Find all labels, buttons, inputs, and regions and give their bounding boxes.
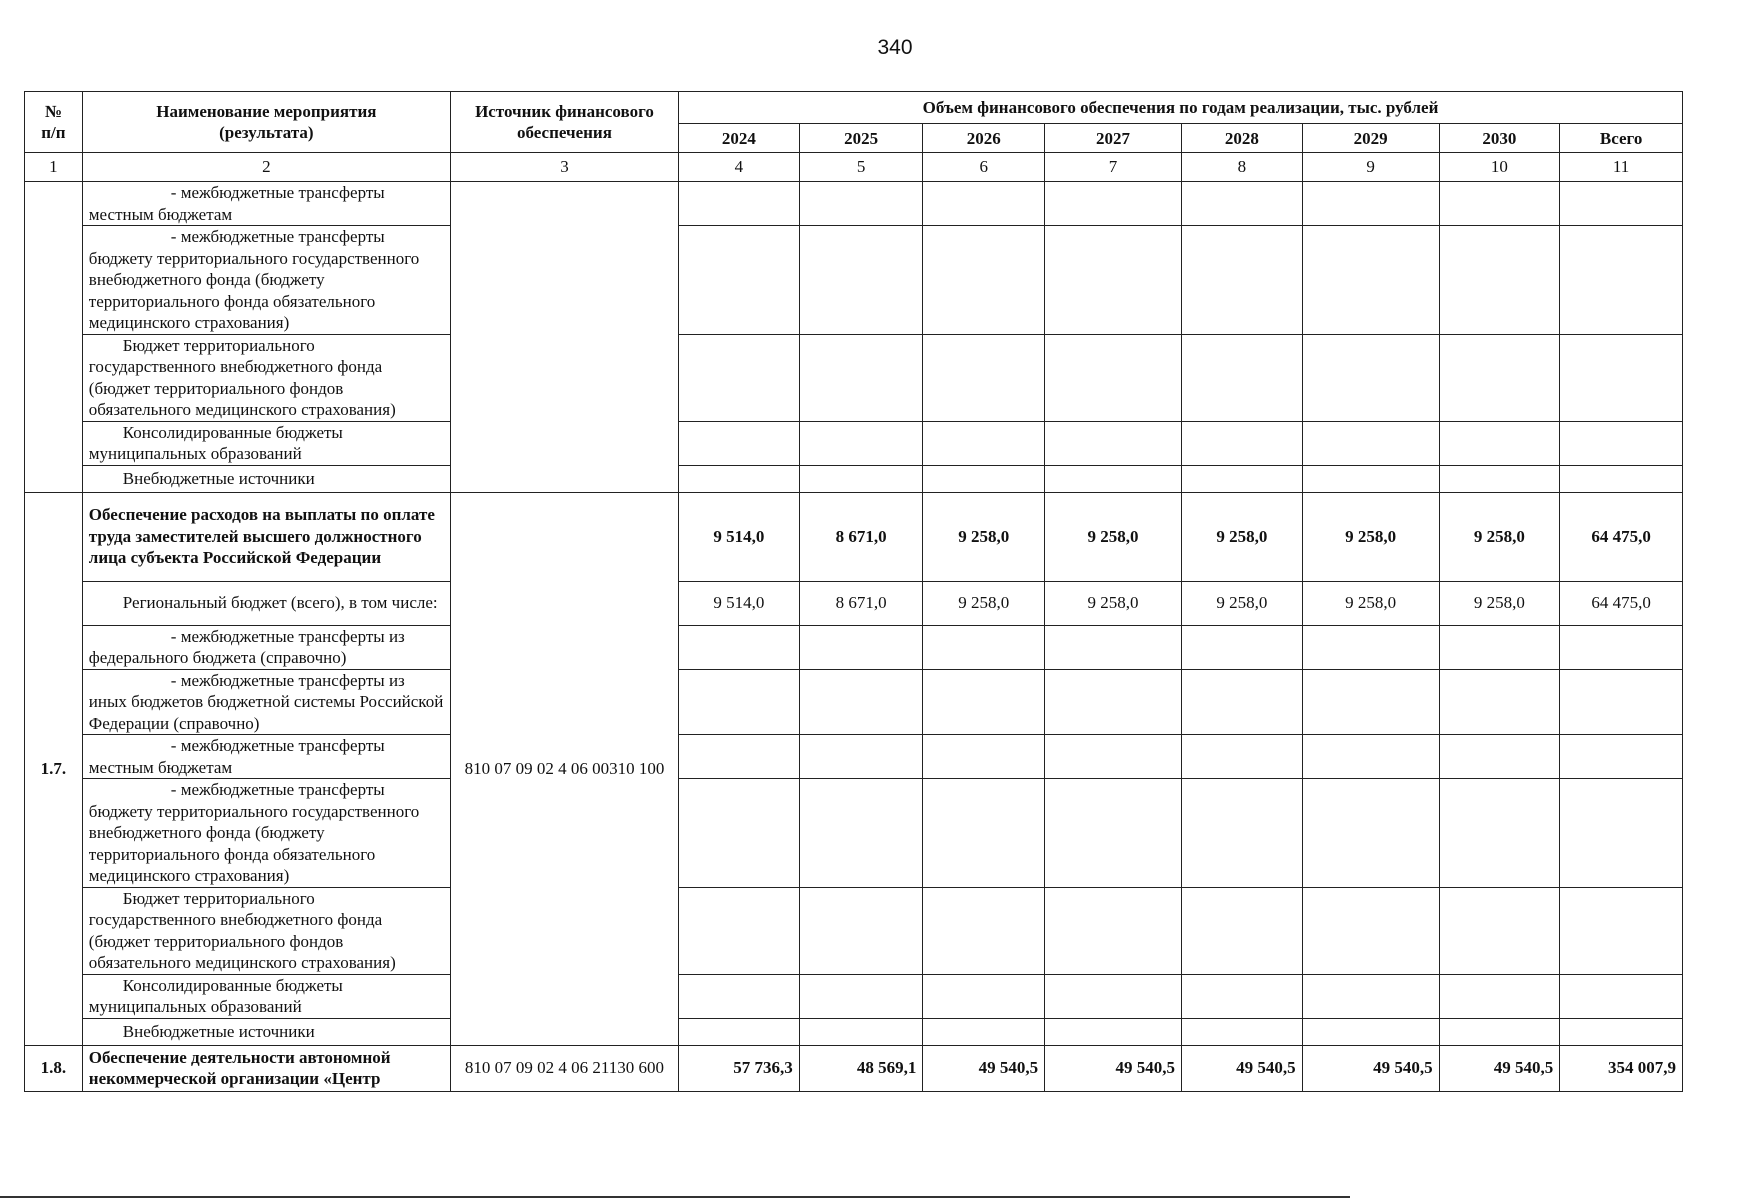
index-cell: 1 [25, 153, 83, 182]
index-cell: 3 [450, 153, 678, 182]
financing-table [24, 91, 1683, 1092]
header-name: Наименование мероприятия (результата) [82, 92, 450, 153]
total-cell: 64 475,0 [1560, 581, 1683, 625]
value-cell: 49 540,5 [1045, 1045, 1182, 1091]
row-label: - межбюджетные трансферты местным бюджетам [82, 735, 450, 779]
index-cell: 10 [1439, 153, 1560, 182]
index-cell: 7 [1045, 153, 1182, 182]
table-row [25, 581, 1683, 625]
header-year: 2029 [1302, 124, 1439, 153]
value-cell: 9 258,0 [1045, 581, 1182, 625]
index-cell: 4 [679, 153, 800, 182]
value-cell: 9 514,0 [679, 581, 800, 625]
total-cell: 64 475,0 [1560, 492, 1683, 581]
item-number: 1.8. [25, 1045, 83, 1091]
row-label: - межбюджетные трансферты из федерального бюджета (справочно) [82, 625, 450, 669]
source-cell [450, 182, 678, 493]
value-cell: 9 258,0 [1302, 581, 1439, 625]
table-row-item-1-7 [25, 492, 1683, 581]
row-label: Внебюджетные источники [82, 465, 450, 492]
header-source: Источник финансового обеспечения [450, 92, 678, 153]
row-label: Консолидированные бюджеты муниципальных образований [82, 974, 450, 1018]
total-cell: 354 007,9 [1560, 1045, 1683, 1091]
index-cell: 9 [1302, 153, 1439, 182]
header-num: № п/п [25, 92, 83, 153]
header-total: Всего [1560, 124, 1683, 153]
table-row [25, 625, 1683, 669]
value-cell: 9 258,0 [923, 581, 1045, 625]
table-row [25, 182, 1683, 226]
row-label: - межбюджетные трансферты бюджету территориального государственного внебюджетного фонда (бюджету территориального фонда обязательного медицинского страхования) [82, 226, 450, 335]
index-cell: 2 [82, 153, 450, 182]
header-year: 2026 [923, 124, 1045, 153]
row-label: Консолидированные бюджеты муниципальных образований [82, 421, 450, 465]
value-cell: 9 258,0 [923, 492, 1045, 581]
index-row [25, 153, 1683, 182]
row-label: Бюджет территориального государственного внебюджетного фонда (бюджет территориального фондов обязательного медицинского страхования) [82, 334, 450, 421]
table-row [25, 1018, 1683, 1045]
value-cell: 8 671,0 [799, 581, 923, 625]
item-number: 1.7. [25, 492, 83, 1045]
value-cell: 9 258,0 [1045, 492, 1182, 581]
row-label: - межбюджетные трансферты бюджету территориального государственного внебюджетного фонда (бюджету территориального фонда обязательного медицинского страхования) [82, 779, 450, 888]
table-row [25, 887, 1683, 974]
value-cell: 57 736,3 [679, 1045, 800, 1091]
item-title: Обеспечение деятельности автономной некоммерческой организации «Центр [82, 1045, 450, 1091]
value-cell: 48 569,1 [799, 1045, 923, 1091]
table-row [25, 465, 1683, 492]
table-row [25, 974, 1683, 1018]
row-label: Региональный бюджет (всего), в том числе: [82, 581, 450, 625]
value-cell: 9 258,0 [1182, 492, 1303, 581]
value-cell: 9 258,0 [1439, 581, 1560, 625]
value-cell: 49 540,5 [1439, 1045, 1560, 1091]
source-code: 810 07 09 02 4 06 21130 600 [450, 1045, 678, 1091]
index-cell: 5 [799, 153, 923, 182]
num-cell [25, 182, 83, 493]
row-label: Бюджет территориального государственного внебюджетного фонда (бюджет территориального фондов обязательного медицинского страхования) [82, 887, 450, 974]
index-cell: 8 [1182, 153, 1303, 182]
value-cell: 49 540,5 [1302, 1045, 1439, 1091]
header-year: 2030 [1439, 124, 1560, 153]
header-year: 2028 [1182, 124, 1303, 153]
table-row [25, 735, 1683, 779]
value-cell: 49 540,5 [1182, 1045, 1303, 1091]
table-row [25, 669, 1683, 735]
value-cell: 9 258,0 [1302, 492, 1439, 581]
header-year: 2025 [799, 124, 923, 153]
page-number: 340 [877, 36, 913, 59]
source-code: 810 07 09 02 4 06 00310 100 [450, 492, 678, 1045]
table-row [25, 226, 1683, 335]
value-cell: 9 258,0 [1439, 492, 1560, 581]
table-row-item-1-8 [25, 1045, 1683, 1091]
value-cell: 9 258,0 [1182, 581, 1303, 625]
table-row [25, 334, 1683, 421]
item-title: Обеспечение расходов на выплаты по оплате труда заместителей высшего должностного лица субъекта Российской Федерации [82, 492, 450, 581]
table-row [25, 779, 1683, 888]
value-cell: 8 671,0 [799, 492, 923, 581]
index-cell: 6 [923, 153, 1045, 182]
row-label: Внебюджетные источники [82, 1018, 450, 1045]
bottom-divider [0, 1196, 1350, 1198]
header-volume: Объем финансового обеспечения по годам реализации, тыс. рублей [679, 92, 1683, 124]
table-row [25, 421, 1683, 465]
value-cell: 49 540,5 [923, 1045, 1045, 1091]
header-year: 2027 [1045, 124, 1182, 153]
header-year: 2024 [679, 124, 800, 153]
row-label: - межбюджетные трансферты из иных бюджетов бюджетной системы Российской Федерации (справочно) [82, 669, 450, 735]
row-label: - межбюджетные трансферты местным бюджетам [82, 182, 450, 226]
index-cell: 11 [1560, 153, 1683, 182]
value-cell: 9 514,0 [679, 492, 800, 581]
